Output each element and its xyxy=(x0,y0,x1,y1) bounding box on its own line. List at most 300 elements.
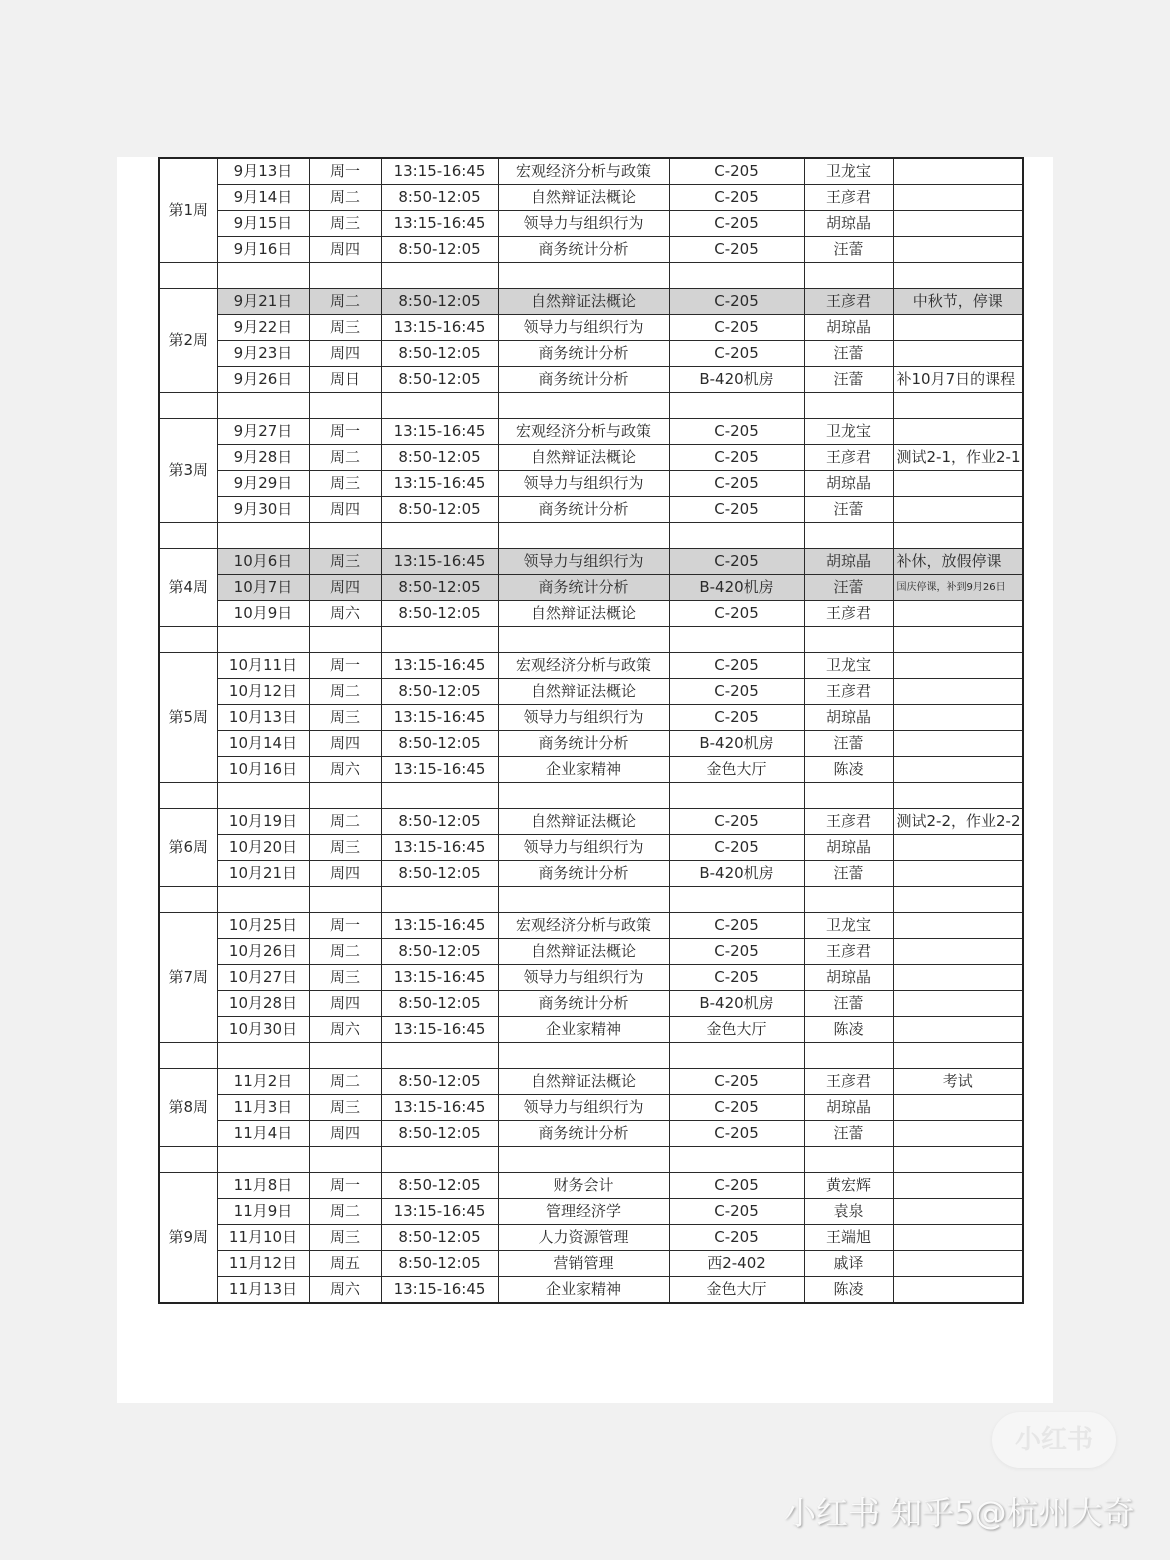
course-cell: 领导力与组织行为 xyxy=(498,549,669,575)
empty-cell xyxy=(498,263,669,289)
empty-cell xyxy=(309,887,381,913)
date-cell: 9月22日 xyxy=(217,315,309,341)
teacher-cell: 王彦君 xyxy=(804,601,893,627)
teacher-cell: 袁泉 xyxy=(804,1199,893,1225)
room-cell: 金色大厅 xyxy=(669,757,804,783)
weekday-cell: 周三 xyxy=(309,1225,381,1251)
course-cell: 自然辩证法概论 xyxy=(498,679,669,705)
empty-cell xyxy=(498,887,669,913)
empty-cell xyxy=(381,627,498,653)
course-cell: 商务统计分析 xyxy=(498,237,669,263)
empty-cell xyxy=(217,263,309,289)
empty-cell xyxy=(498,783,669,809)
course-cell: 财务会计 xyxy=(498,1173,669,1199)
room-cell: C-205 xyxy=(669,497,804,523)
course-cell: 自然辩证法概论 xyxy=(498,939,669,965)
course-cell: 商务统计分析 xyxy=(498,341,669,367)
weekday-cell: 周三 xyxy=(309,315,381,341)
teacher-cell: 王彦君 xyxy=(804,1069,893,1095)
course-cell: 自然辩证法概论 xyxy=(498,289,669,315)
note-cell xyxy=(893,965,1023,991)
date-cell: 11月3日 xyxy=(217,1095,309,1121)
date-cell: 10月19日 xyxy=(217,809,309,835)
time-cell: 8:50-12:05 xyxy=(381,1173,498,1199)
teacher-cell: 胡琼晶 xyxy=(804,835,893,861)
empty-cell xyxy=(669,393,804,419)
teacher-cell: 黄宏辉 xyxy=(804,1173,893,1199)
course-cell: 自然辩证法概论 xyxy=(498,1069,669,1095)
weekday-cell: 周四 xyxy=(309,1121,381,1147)
empty-cell xyxy=(804,523,893,549)
room-cell: B-420机房 xyxy=(669,861,804,887)
weekday-cell: 周二 xyxy=(309,1199,381,1225)
teacher-cell: 王彦君 xyxy=(804,289,893,315)
time-cell: 8:50-12:05 xyxy=(381,809,498,835)
spacer-row xyxy=(159,1147,1023,1173)
teacher-cell: 王彦君 xyxy=(804,445,893,471)
room-cell: C-205 xyxy=(669,185,804,211)
course-cell: 企业家精神 xyxy=(498,1017,669,1043)
weekday-cell: 周四 xyxy=(309,861,381,887)
note-cell: 测试2-1，作业2-1 xyxy=(893,445,1023,471)
spacer-row xyxy=(159,783,1023,809)
date-cell: 11月12日 xyxy=(217,1251,309,1277)
note-cell xyxy=(893,757,1023,783)
date-cell: 10月28日 xyxy=(217,991,309,1017)
time-cell: 8:50-12:05 xyxy=(381,861,498,887)
empty-cell xyxy=(669,783,804,809)
time-cell: 8:50-12:05 xyxy=(381,601,498,627)
date-cell: 9月15日 xyxy=(217,211,309,237)
weekday-cell: 周日 xyxy=(309,367,381,393)
empty-cell xyxy=(159,393,217,419)
empty-cell xyxy=(159,263,217,289)
teacher-cell: 汪蕾 xyxy=(804,367,893,393)
date-cell: 9月14日 xyxy=(217,185,309,211)
table-row xyxy=(159,1095,1023,1121)
course-cell: 商务统计分析 xyxy=(498,1121,669,1147)
room-cell: C-205 xyxy=(669,1121,804,1147)
note-cell xyxy=(893,237,1023,263)
table-row xyxy=(159,341,1023,367)
empty-cell xyxy=(309,783,381,809)
course-cell: 商务统计分析 xyxy=(498,991,669,1017)
note-cell xyxy=(893,1277,1023,1304)
date-cell: 9月30日 xyxy=(217,497,309,523)
note-cell xyxy=(893,211,1023,237)
empty-cell xyxy=(381,523,498,549)
xiaohongshu-watermark-badge: 小红书 xyxy=(992,1412,1116,1468)
weekday-cell: 周三 xyxy=(309,1095,381,1121)
note-cell xyxy=(893,861,1023,887)
weekday-cell: 周三 xyxy=(309,471,381,497)
date-cell: 10月16日 xyxy=(217,757,309,783)
note-cell: 考试 xyxy=(893,1069,1023,1095)
empty-cell xyxy=(893,263,1023,289)
teacher-cell: 胡琼晶 xyxy=(804,471,893,497)
time-cell: 8:50-12:05 xyxy=(381,1251,498,1277)
teacher-cell: 胡琼晶 xyxy=(804,965,893,991)
empty-cell xyxy=(893,627,1023,653)
date-cell: 9月29日 xyxy=(217,471,309,497)
date-cell: 10月30日 xyxy=(217,1017,309,1043)
course-cell: 领导力与组织行为 xyxy=(498,471,669,497)
date-cell: 11月4日 xyxy=(217,1121,309,1147)
weekday-cell: 周四 xyxy=(309,237,381,263)
date-cell: 11月8日 xyxy=(217,1173,309,1199)
teacher-cell: 汪蕾 xyxy=(804,731,893,757)
empty-cell xyxy=(893,523,1023,549)
empty-cell xyxy=(498,1043,669,1069)
room-cell: C-205 xyxy=(669,601,804,627)
weekday-cell: 周二 xyxy=(309,445,381,471)
table-row xyxy=(159,809,1023,835)
week-label: 第8周 xyxy=(159,1069,217,1147)
spacer-row xyxy=(159,887,1023,913)
empty-cell xyxy=(893,887,1023,913)
note-cell xyxy=(893,835,1023,861)
empty-cell xyxy=(669,1147,804,1173)
empty-cell xyxy=(381,393,498,419)
weekday-cell: 周四 xyxy=(309,341,381,367)
table-row xyxy=(159,211,1023,237)
room-cell: C-205 xyxy=(669,809,804,835)
time-cell: 13:15-16:45 xyxy=(381,419,498,445)
course-cell: 商务统计分析 xyxy=(498,861,669,887)
note-cell xyxy=(893,705,1023,731)
time-cell: 13:15-16:45 xyxy=(381,757,498,783)
time-cell: 13:15-16:45 xyxy=(381,1199,498,1225)
teacher-cell: 汪蕾 xyxy=(804,1121,893,1147)
empty-cell xyxy=(804,783,893,809)
time-cell: 8:50-12:05 xyxy=(381,1121,498,1147)
empty-cell xyxy=(381,263,498,289)
date-cell: 9月21日 xyxy=(217,289,309,315)
teacher-cell: 汪蕾 xyxy=(804,341,893,367)
course-cell: 营销管理 xyxy=(498,1251,669,1277)
empty-cell xyxy=(804,263,893,289)
time-cell: 13:15-16:45 xyxy=(381,835,498,861)
table-row xyxy=(159,601,1023,627)
teacher-cell: 胡琼晶 xyxy=(804,1095,893,1121)
teacher-cell: 汪蕾 xyxy=(804,497,893,523)
time-cell: 8:50-12:05 xyxy=(381,1069,498,1095)
empty-cell xyxy=(159,783,217,809)
note-cell xyxy=(893,1017,1023,1043)
room-cell: B-420机房 xyxy=(669,575,804,601)
room-cell: C-205 xyxy=(669,1173,804,1199)
time-cell: 13:15-16:45 xyxy=(381,913,498,939)
empty-cell xyxy=(217,783,309,809)
weekday-cell: 周三 xyxy=(309,835,381,861)
table-row xyxy=(159,419,1023,445)
date-cell: 11月9日 xyxy=(217,1199,309,1225)
date-cell: 11月13日 xyxy=(217,1277,309,1304)
weekday-cell: 周二 xyxy=(309,185,381,211)
weekday-cell: 周四 xyxy=(309,497,381,523)
empty-cell xyxy=(498,1147,669,1173)
empty-cell xyxy=(159,1043,217,1069)
course-cell: 人力资源管理 xyxy=(498,1225,669,1251)
table-row xyxy=(159,913,1023,939)
weekday-cell: 周二 xyxy=(309,679,381,705)
table-row xyxy=(159,497,1023,523)
teacher-cell: 胡琼晶 xyxy=(804,549,893,575)
weekday-cell: 周六 xyxy=(309,601,381,627)
room-cell: C-205 xyxy=(669,679,804,705)
weekday-cell: 周三 xyxy=(309,965,381,991)
note-cell xyxy=(893,315,1023,341)
empty-cell xyxy=(669,523,804,549)
note-cell xyxy=(893,1095,1023,1121)
time-cell: 13:15-16:45 xyxy=(381,965,498,991)
time-cell: 8:50-12:05 xyxy=(381,679,498,705)
empty-cell xyxy=(217,1147,309,1173)
table-row xyxy=(159,471,1023,497)
time-cell: 13:15-16:45 xyxy=(381,1277,498,1304)
time-cell: 8:50-12:05 xyxy=(381,237,498,263)
course-cell: 自然辩证法概论 xyxy=(498,185,669,211)
empty-cell xyxy=(893,1147,1023,1173)
course-cell: 领导力与组织行为 xyxy=(498,315,669,341)
time-cell: 13:15-16:45 xyxy=(381,705,498,731)
empty-cell xyxy=(498,627,669,653)
room-cell: C-205 xyxy=(669,1225,804,1251)
time-cell: 13:15-16:45 xyxy=(381,158,498,185)
note-cell xyxy=(893,679,1023,705)
note-cell xyxy=(893,731,1023,757)
course-cell: 宏观经济分析与政策 xyxy=(498,419,669,445)
note-cell xyxy=(893,497,1023,523)
table-row xyxy=(159,731,1023,757)
note-cell xyxy=(893,1199,1023,1225)
empty-cell xyxy=(498,393,669,419)
table-row xyxy=(159,653,1023,679)
weekday-cell: 周六 xyxy=(309,1017,381,1043)
date-cell: 10月12日 xyxy=(217,679,309,705)
weekday-cell: 周一 xyxy=(309,158,381,185)
room-cell: C-205 xyxy=(669,913,804,939)
note-cell: 测试2-2，作业2-2 xyxy=(893,809,1023,835)
time-cell: 13:15-16:45 xyxy=(381,549,498,575)
teacher-cell: 卫龙宝 xyxy=(804,419,893,445)
time-cell: 13:15-16:45 xyxy=(381,1095,498,1121)
time-cell: 13:15-16:45 xyxy=(381,471,498,497)
empty-cell xyxy=(669,627,804,653)
room-cell: C-205 xyxy=(669,471,804,497)
note-cell xyxy=(893,1121,1023,1147)
note-cell xyxy=(893,601,1023,627)
empty-cell xyxy=(159,1147,217,1173)
table-row xyxy=(159,315,1023,341)
table-row xyxy=(159,289,1023,315)
date-cell: 11月10日 xyxy=(217,1225,309,1251)
table-row xyxy=(159,679,1023,705)
time-cell: 8:50-12:05 xyxy=(381,289,498,315)
teacher-cell: 胡琼晶 xyxy=(804,211,893,237)
weekday-cell: 周一 xyxy=(309,913,381,939)
course-cell: 自然辩证法概论 xyxy=(498,601,669,627)
table-row xyxy=(159,1069,1023,1095)
teacher-cell: 陈凌 xyxy=(804,757,893,783)
week-label: 第9周 xyxy=(159,1173,217,1304)
time-cell: 8:50-12:05 xyxy=(381,185,498,211)
table-row xyxy=(159,939,1023,965)
date-cell: 10月26日 xyxy=(217,939,309,965)
note-cell xyxy=(893,1173,1023,1199)
course-cell: 宏观经济分析与政策 xyxy=(498,913,669,939)
note-cell xyxy=(893,1251,1023,1277)
note-cell: 国庆停课，补到9月26日 xyxy=(893,575,1023,601)
table-row xyxy=(159,965,1023,991)
note-cell: 补休，放假停课 xyxy=(893,549,1023,575)
course-cell: 宏观经济分析与政策 xyxy=(498,158,669,185)
week-label: 第1周 xyxy=(159,158,217,263)
table-row xyxy=(159,1277,1023,1304)
empty-cell xyxy=(381,783,498,809)
table-row xyxy=(159,1173,1023,1199)
note-cell xyxy=(893,471,1023,497)
weekday-cell: 周六 xyxy=(309,1277,381,1304)
weekday-cell: 周三 xyxy=(309,211,381,237)
room-cell: C-205 xyxy=(669,237,804,263)
date-cell: 10月27日 xyxy=(217,965,309,991)
table-row xyxy=(159,575,1023,601)
empty-cell xyxy=(217,627,309,653)
weekday-cell: 周四 xyxy=(309,575,381,601)
date-cell: 10月14日 xyxy=(217,731,309,757)
date-cell: 9月27日 xyxy=(217,419,309,445)
empty-cell xyxy=(381,1147,498,1173)
time-cell: 8:50-12:05 xyxy=(381,367,498,393)
time-cell: 8:50-12:05 xyxy=(381,1225,498,1251)
time-cell: 8:50-12:05 xyxy=(381,991,498,1017)
empty-cell xyxy=(804,393,893,419)
empty-cell xyxy=(669,887,804,913)
date-cell: 11月2日 xyxy=(217,1069,309,1095)
date-cell: 10月13日 xyxy=(217,705,309,731)
weekday-cell: 周一 xyxy=(309,653,381,679)
schedule-body xyxy=(159,158,1023,1303)
table-row xyxy=(159,367,1023,393)
weekday-cell: 周二 xyxy=(309,1069,381,1095)
weekday-cell: 周二 xyxy=(309,809,381,835)
course-cell: 领导力与组织行为 xyxy=(498,965,669,991)
empty-cell xyxy=(217,393,309,419)
empty-cell xyxy=(309,1147,381,1173)
teacher-cell: 王彦君 xyxy=(804,809,893,835)
course-cell: 商务统计分析 xyxy=(498,497,669,523)
teacher-cell: 汪蕾 xyxy=(804,237,893,263)
table-row xyxy=(159,757,1023,783)
table-row xyxy=(159,991,1023,1017)
empty-cell xyxy=(309,523,381,549)
week-label: 第6周 xyxy=(159,809,217,887)
room-cell: B-420机房 xyxy=(669,367,804,393)
date-cell: 10月21日 xyxy=(217,861,309,887)
empty-cell xyxy=(217,523,309,549)
table-row xyxy=(159,1121,1023,1147)
teacher-cell: 王端旭 xyxy=(804,1225,893,1251)
empty-cell xyxy=(804,627,893,653)
course-cell: 企业家精神 xyxy=(498,757,669,783)
empty-cell xyxy=(804,1043,893,1069)
course-cell: 领导力与组织行为 xyxy=(498,1095,669,1121)
course-cell: 领导力与组织行为 xyxy=(498,835,669,861)
course-cell: 商务统计分析 xyxy=(498,575,669,601)
note-cell xyxy=(893,991,1023,1017)
empty-cell xyxy=(159,627,217,653)
room-cell: C-205 xyxy=(669,315,804,341)
date-cell: 10月20日 xyxy=(217,835,309,861)
teacher-cell: 卫龙宝 xyxy=(804,913,893,939)
room-cell: C-205 xyxy=(669,289,804,315)
empty-cell xyxy=(159,887,217,913)
room-cell: C-205 xyxy=(669,835,804,861)
table-row xyxy=(159,861,1023,887)
time-cell: 13:15-16:45 xyxy=(381,211,498,237)
empty-cell xyxy=(381,1043,498,1069)
course-cell: 商务统计分析 xyxy=(498,367,669,393)
room-cell: C-205 xyxy=(669,158,804,185)
room-cell: C-205 xyxy=(669,549,804,575)
note-cell xyxy=(893,653,1023,679)
week-label: 第3周 xyxy=(159,419,217,523)
empty-cell xyxy=(669,1043,804,1069)
week-label: 第2周 xyxy=(159,289,217,393)
spacer-row xyxy=(159,263,1023,289)
note-cell xyxy=(893,1225,1023,1251)
spacer-row xyxy=(159,1043,1023,1069)
note-cell xyxy=(893,341,1023,367)
empty-cell xyxy=(893,393,1023,419)
course-cell: 宏观经济分析与政策 xyxy=(498,653,669,679)
course-cell: 自然辩证法概论 xyxy=(498,445,669,471)
teacher-cell: 王彦君 xyxy=(804,939,893,965)
room-cell: C-205 xyxy=(669,1069,804,1095)
course-cell: 管理经济学 xyxy=(498,1199,669,1225)
note-cell xyxy=(893,185,1023,211)
empty-cell xyxy=(309,1043,381,1069)
time-cell: 8:50-12:05 xyxy=(381,575,498,601)
time-cell: 8:50-12:05 xyxy=(381,939,498,965)
time-cell: 8:50-12:05 xyxy=(381,731,498,757)
room-cell: B-420机房 xyxy=(669,731,804,757)
table-row xyxy=(159,1251,1023,1277)
time-cell: 13:15-16:45 xyxy=(381,315,498,341)
teacher-cell: 汪蕾 xyxy=(804,861,893,887)
date-cell: 10月11日 xyxy=(217,653,309,679)
course-cell: 领导力与组织行为 xyxy=(498,211,669,237)
table-row xyxy=(159,1017,1023,1043)
empty-cell xyxy=(893,783,1023,809)
table-row xyxy=(159,1199,1023,1225)
room-cell: C-205 xyxy=(669,445,804,471)
room-cell: C-205 xyxy=(669,1199,804,1225)
course-cell: 企业家精神 xyxy=(498,1277,669,1304)
spacer-row xyxy=(159,627,1023,653)
note-cell: 中秋节，停课 xyxy=(893,289,1023,315)
spacer-row xyxy=(159,393,1023,419)
empty-cell xyxy=(309,263,381,289)
watermark-text: 小红书 知乎5@杭州大奇 xyxy=(784,1494,1135,1532)
room-cell: C-205 xyxy=(669,705,804,731)
table-row xyxy=(159,705,1023,731)
room-cell: 西2-402 xyxy=(669,1251,804,1277)
empty-cell xyxy=(309,393,381,419)
empty-cell xyxy=(669,263,804,289)
weekday-cell: 周六 xyxy=(309,757,381,783)
